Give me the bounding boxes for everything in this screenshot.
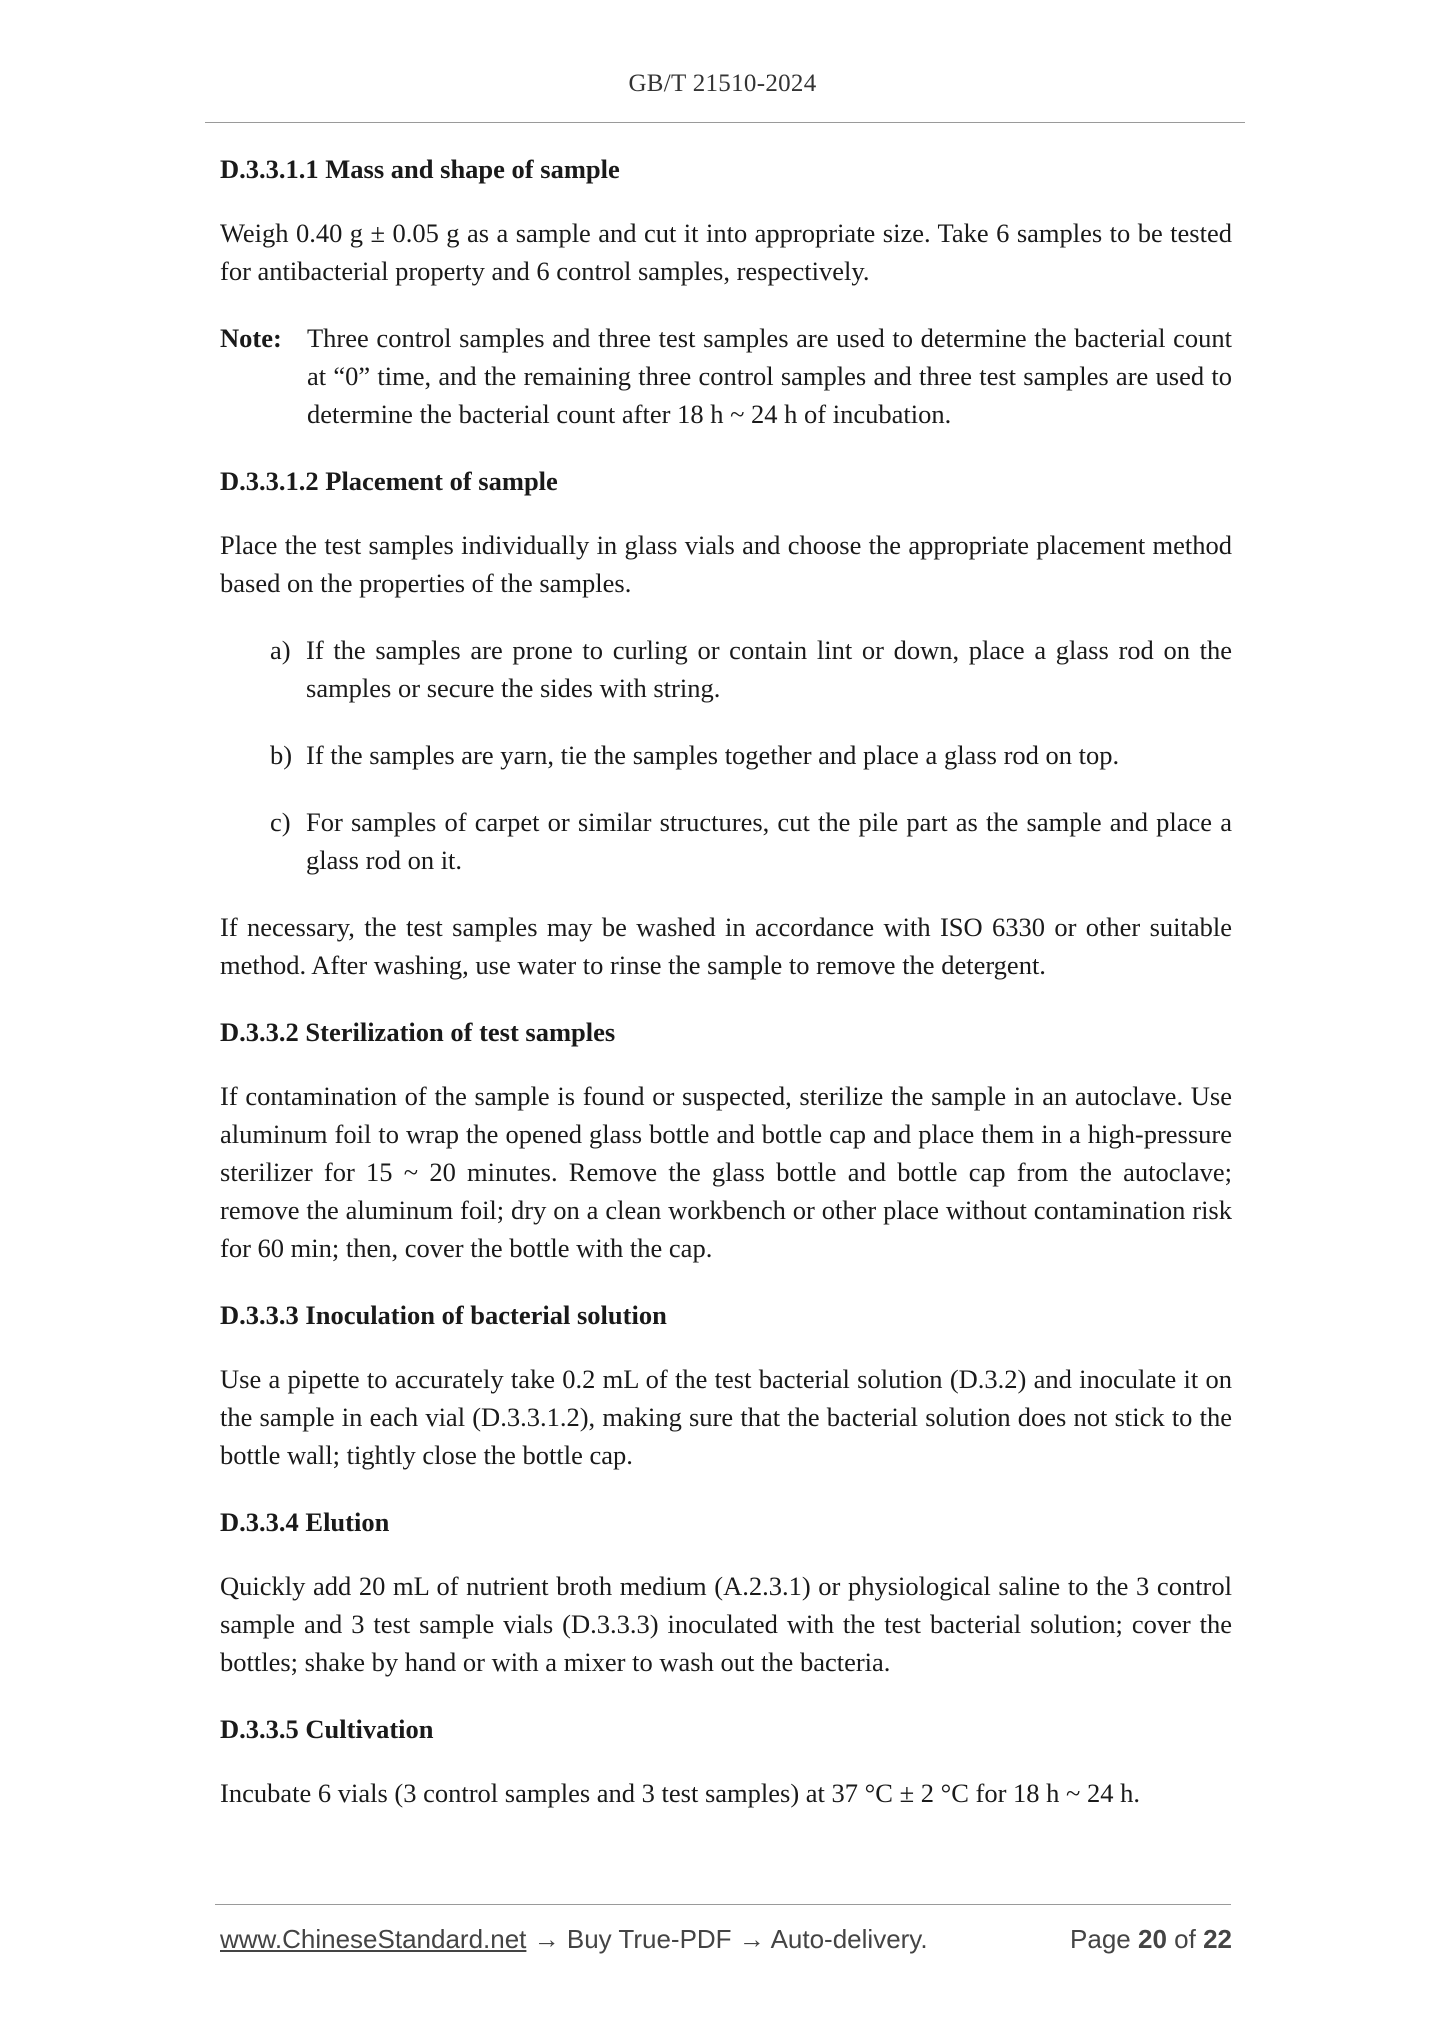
list-item-text: For samples of carpet or similar structures, cut the pile part as the sample and place a glass rod on it.	[306, 807, 1232, 875]
page-header: GB/T 21510-2024	[628, 70, 817, 97]
list-item-text: If the samples are prone to curling or contain lint or down, place a glass rod on the samples or secure the sides with string.	[306, 635, 1232, 703]
page-total: 22	[1203, 1924, 1232, 1954]
paragraph-elution: Quickly add 20 mL of nutrient broth medium (A.2.3.1) or physiological saline to the 3 control sample and 3 test sample vials (D.3.3.3) inoculated with the test bacterial solution; cover the bottles; shake by hand or with a mixer to wash out the bacteria.	[220, 1571, 1232, 1677]
paragraph-inoculation: Use a pipette to accurately take 0.2 mL of the test bacterial solution (D.3.2) and inoculate it on the sample in each vial (D.3.3.1.2), making sure that the bacterial solution does not stick to the bottle wall; tightly close the bottle cap.	[220, 1364, 1232, 1470]
header-divider	[205, 122, 1245, 123]
page-footer	[220, 1924, 1232, 1955]
footer-tagline: → Buy True-PDF → Auto-delivery.	[526, 1924, 928, 1954]
page-label: Page	[1070, 1924, 1131, 1954]
paragraph-placement: Place the test samples individually in glass vials and choose the appropriate placement method based on the properties of the samples.	[220, 530, 1232, 598]
section-heading-mass-shape: D.3.3.1.1 Mass and shape of sample	[220, 154, 620, 184]
note-block	[220, 319, 1232, 433]
note-text: Three control samples and three test samples are used to determine the bacterial count at “0” time, and the remaining three control samples and three test samples are used to determine the bacterial count after 18 h ~ 24 h of incubation.	[307, 323, 1232, 429]
footer-divider	[215, 1904, 1231, 1905]
page-current: 20	[1138, 1924, 1167, 1954]
paragraph-sterilization: If contamination of the sample is found or suspected, sterilize the sample in an autoclave. Use aluminum foil to wrap the opened glass bottle and bottle cap and place them in a high-pressure sterilizer for 15 ~ 20 minutes. Remove the glass bottle and bottle cap from the autoclave; remove the aluminum foil; dry on a clean workbench or other place without contamination risk for 60 min; then, cover the bottle with the cap.	[220, 1081, 1232, 1263]
note-label: Note:	[220, 323, 282, 353]
section-heading-elution: D.3.3.4 Elution	[220, 1507, 390, 1537]
paragraph-cultivation: Incubate 6 vials (3 control samples and 3 test samples) at 37 °C ± 2 °C for 18 h ~ 24 h.	[220, 1778, 1140, 1808]
section-heading-placement: D.3.3.1.2 Placement of sample	[220, 466, 558, 496]
paragraph-washing: If necessary, the test samples may be washed in accordance with ISO 6330 or other suitable method. After washing, use water to rinse the sample to remove the detergent.	[220, 912, 1232, 980]
page-number	[1070, 1924, 1232, 1955]
website-link[interactable]: www.ChineseStandard.net	[220, 1924, 527, 1954]
section-heading-inoculation: D.3.3.3 Inoculation of bacterial solution	[220, 1300, 667, 1330]
footer-left	[220, 1924, 928, 1955]
page-content	[220, 150, 1232, 1841]
list-item	[270, 631, 1232, 707]
list-item	[270, 803, 1232, 879]
section-heading-cultivation: D.3.3.5 Cultivation	[220, 1714, 434, 1744]
list-item-text: If the samples are yarn, tie the samples together and place a glass rod on top.	[306, 740, 1120, 770]
section-heading-sterilization: D.3.3.2 Sterilization of test samples	[220, 1017, 616, 1047]
list-marker: a)	[270, 635, 291, 665]
list-marker: b)	[270, 740, 293, 770]
page-of-label: of	[1174, 1924, 1196, 1954]
list-item	[270, 736, 1232, 774]
list-marker: c)	[270, 807, 291, 837]
paragraph-mass-shape: Weigh 0.40 g ± 0.05 g as a sample and cut it into appropriate size. Take 6 samples to be tested for antibacterial property and 6 control samples, respectively.	[220, 218, 1232, 286]
